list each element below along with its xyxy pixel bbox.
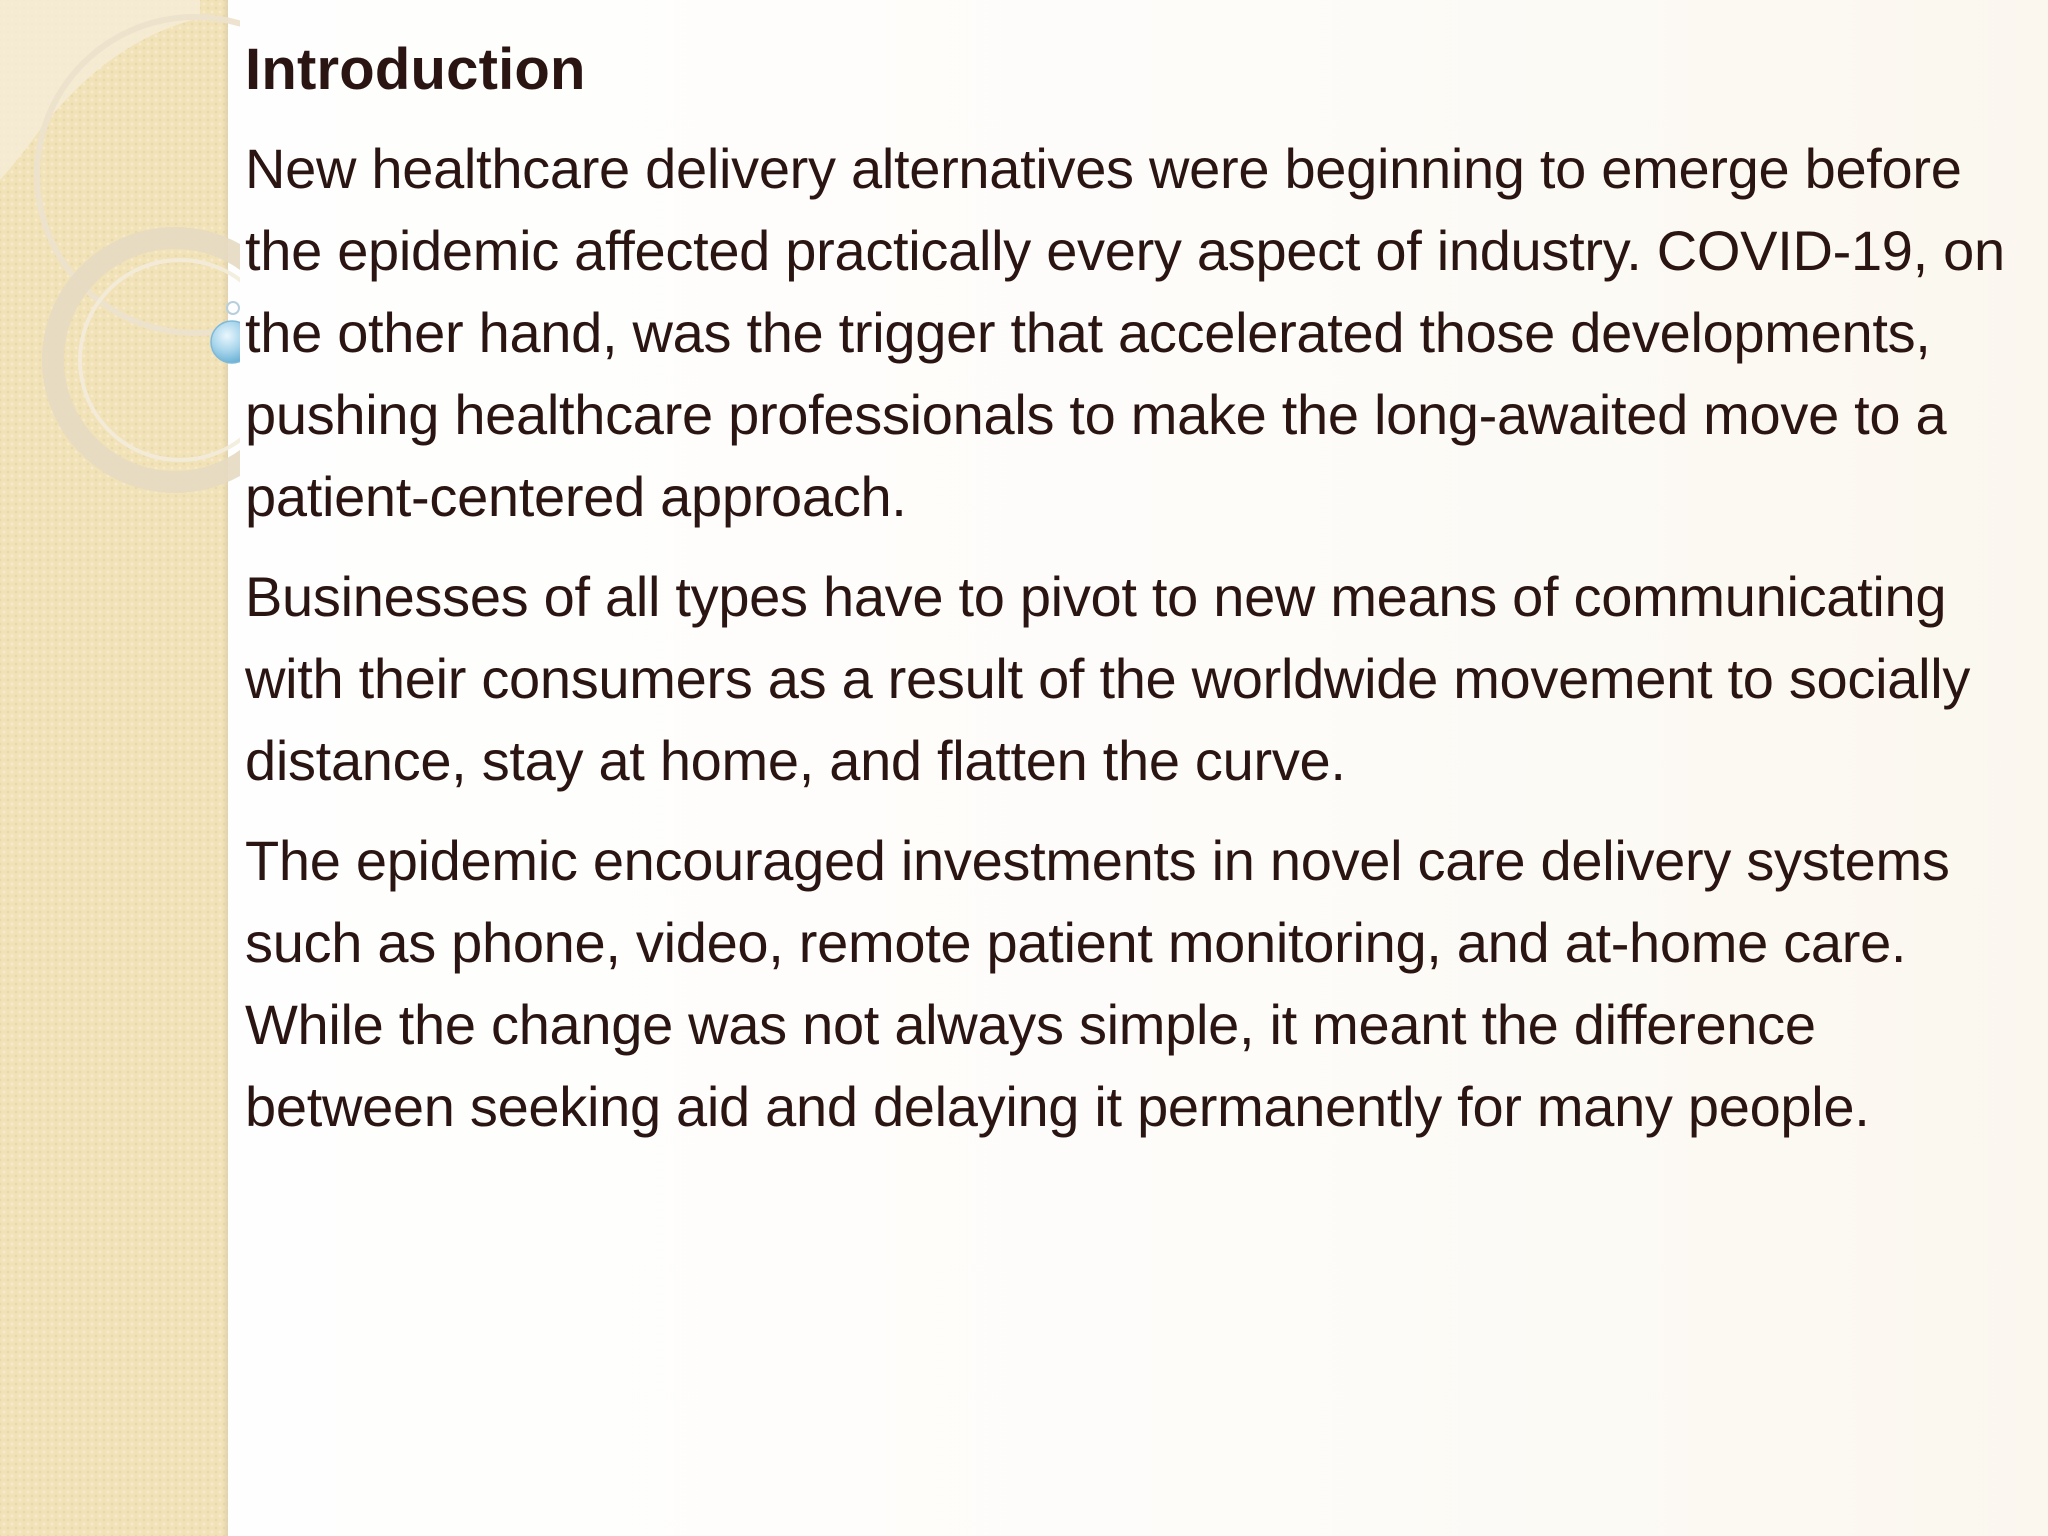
- corner-shape: [0, 0, 200, 180]
- small-bead: [227, 302, 239, 314]
- paragraph-business-pivot: Businesses of all types have to pivot to new means of communicating with their consumers as a result of the worldwide movement to socially distance, stay at home, and flatten the curve.: [245, 565, 1971, 792]
- inner-ring: [80, 260, 240, 460]
- slide-content: [245, 30, 2025, 1166]
- paragraph-healthcare-alternatives: New healthcare delivery alternatives were beginning to emerge before the epidemic affected practically every aspect of industry. COVID-19, on the other hand, was the trigger that accelerated those developments, pushing healthcare professionals to make the long-awaited move to a patient-centered approach.: [245, 137, 2005, 528]
- blue-bead: [211, 321, 240, 363]
- paragraph-care-delivery-investments: The epidemic encouraged investments in novel care delivery systems such as phone, video, remote patient monitoring, and at-home care. While the change was not always simple, it meant the difference between seeking aid and delaying it permanently for many people.: [245, 829, 1950, 1138]
- slide-title: Introduction: [245, 37, 586, 102]
- decorative-rings: [0, 0, 240, 520]
